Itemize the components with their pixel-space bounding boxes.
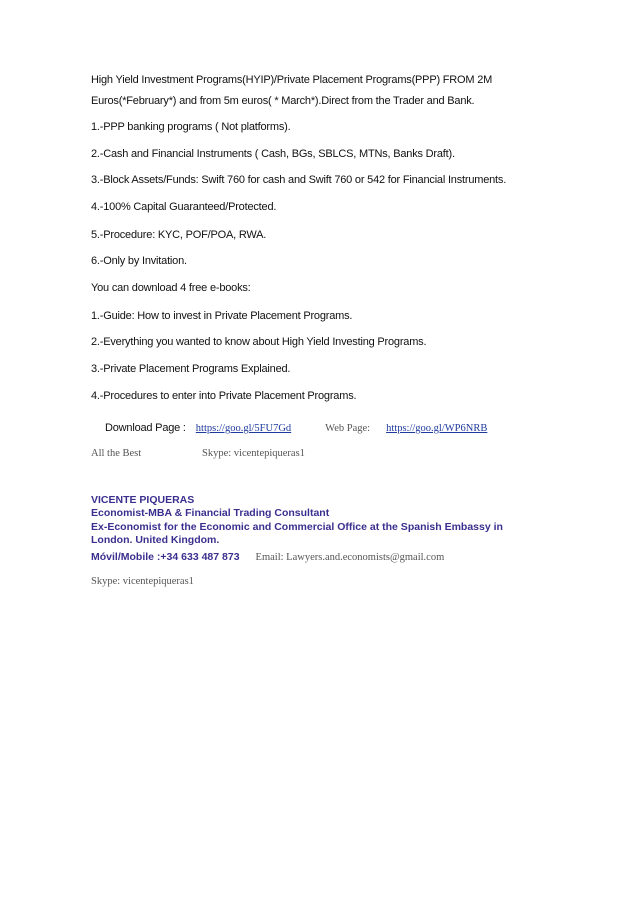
point-4: 4.-100% Capital Guaranteed/Protected. bbox=[91, 201, 277, 213]
closing-skype: Skype: vicentepiqueras1 bbox=[202, 448, 305, 459]
point-3: 3.-Block Assets/Funds: Swift 760 for cash and Swift 760 or 542 for Financial Instruments. bbox=[91, 174, 507, 186]
point-6: 6.-Only by Invitation. bbox=[91, 255, 187, 267]
download-page-link[interactable]: https://goo.gl/5FU7Gd bbox=[195, 423, 292, 434]
ebooks-heading: You can download 4 free e-books: bbox=[91, 282, 251, 294]
signature-name: VICENTE PIQUERAS bbox=[91, 494, 195, 506]
point-5: 5.-Procedure: KYC, POF/POA, RWA. bbox=[91, 229, 267, 241]
intro-line-1: High Yield Investment Programs(HYIP)/Private Placement Programs(PPP) FROM 2M bbox=[91, 74, 493, 86]
point-2: 2.-Cash and Financial Instruments ( Cash, BGs, SBLCS, MTNs, Banks Draft). bbox=[91, 148, 455, 160]
web-page-link[interactable]: https://goo.gl/WP6NRB bbox=[386, 423, 488, 434]
download-page-label: Download Page : bbox=[105, 422, 186, 434]
point-1: 1.-PPP banking programs ( Not platforms). bbox=[91, 121, 291, 133]
intro-line-2: Euros(*February*) and from 5m euros( * March*).Direct from the Trader and Bank. bbox=[91, 95, 475, 107]
signature-role-line-1: Ex-Economist for the Economic and Commercial Office at the Spanish Embassy in bbox=[91, 521, 503, 533]
ebook-item-4: 4.-Procedures to enter into Private Placement Programs. bbox=[91, 390, 357, 402]
web-page-label: Web Page: bbox=[325, 423, 371, 434]
ebook-item-2: 2.-Everything you wanted to know about High Yield Investing Programs. bbox=[91, 336, 427, 348]
links-row bbox=[105, 418, 487, 436]
closing-best: All the Best bbox=[91, 448, 142, 459]
signature-title: Economist-MBA & Financial Trading Consultant bbox=[91, 507, 330, 519]
signature-mobile: Móvil/Mobile :+34 633 487 873 bbox=[91, 551, 240, 563]
ebook-item-3: 3.-Private Placement Programs Explained. bbox=[91, 363, 291, 375]
ebook-item-1: 1.-Guide: How to invest in Private Placement Programs. bbox=[91, 310, 353, 322]
signature-skype: Skype: vicentepiqueras1 bbox=[91, 576, 194, 587]
signature-email[interactable]: Email: Lawyers.and.economists@gmail.com bbox=[255, 552, 445, 563]
signature-contact-row bbox=[91, 547, 444, 565]
signature-role-line-2: London. United Kingdom. bbox=[91, 534, 220, 546]
